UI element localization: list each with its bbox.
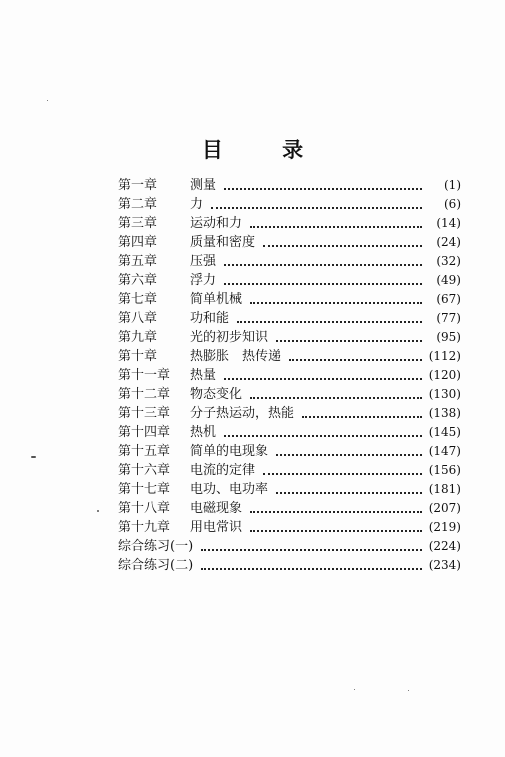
chapter-number: 第二章 [118, 197, 158, 212]
chapter-number: 第十七章 [118, 482, 171, 497]
page-number: (1) [444, 178, 461, 192]
page-number: (120) [428, 368, 461, 382]
chapter-number: 第十四章 [118, 425, 171, 440]
toc-entry [118, 385, 461, 404]
dot-leader [276, 453, 422, 456]
dot-leader [263, 472, 422, 475]
toc-entry [118, 309, 461, 328]
chapter-number: 第十三章 [118, 406, 171, 421]
chapter-title: 热量 [190, 368, 217, 383]
toc-entry [118, 271, 461, 290]
page-number: (147) [428, 444, 461, 458]
dot-leader [289, 358, 422, 361]
toc-entry [118, 252, 461, 271]
page-number: (207) [428, 501, 461, 515]
scan-speck [97, 510, 99, 512]
dot-leader [250, 301, 422, 304]
page-number: (112) [428, 349, 461, 363]
page-number: (6) [444, 197, 461, 211]
scan-speck [354, 689, 355, 690]
dot-leader [224, 187, 422, 190]
page-number: (67) [436, 292, 461, 306]
toc-entry [118, 442, 461, 461]
chapter-title: 功和能 [190, 311, 230, 326]
toc-entry [118, 214, 461, 233]
chapter-title: 电功、电功率 [190, 482, 269, 497]
chapter-number: 第十章 [118, 349, 158, 364]
dot-leader [302, 415, 422, 418]
toc-entry [118, 404, 461, 423]
toc-entry [118, 195, 461, 214]
chapter-number: 第一章 [118, 178, 158, 193]
chapter-number: 第十二章 [118, 387, 171, 402]
chapter-title: 物态变化 [190, 387, 243, 402]
page-number: (24) [436, 235, 461, 249]
chapter-title: 电流的定律 [190, 463, 256, 478]
chapter-number: 第三章 [118, 216, 158, 231]
page-number: (138) [428, 406, 461, 420]
chapter-title: 电磁现象 [190, 501, 243, 516]
exercise-title: 综合练习(一) [118, 539, 194, 554]
chapter-number: 第七章 [118, 292, 158, 307]
page-number: (219) [428, 520, 461, 534]
chapter-title: 测量 [190, 178, 217, 193]
chapter-title: 力 [190, 197, 204, 212]
chapter-title: 热膨胀 热传递 [190, 349, 282, 364]
chapter-title: 压强 [190, 254, 217, 269]
dot-leader [250, 225, 422, 228]
page-number: (49) [436, 273, 461, 287]
toc-entry [118, 556, 461, 575]
chapter-title: 用电常识 [190, 520, 243, 535]
chapter-number: 第四章 [118, 235, 158, 250]
toc-entry [118, 347, 461, 366]
page-number: (14) [436, 216, 461, 230]
page-number: (130) [428, 387, 461, 401]
toc-entry [118, 480, 461, 499]
chapter-number: 第十八章 [118, 501, 171, 516]
chapter-title: 简单机械 [190, 292, 243, 307]
toc-entry [118, 328, 461, 347]
chapter-title: 分子热运动，热能 [190, 406, 295, 421]
page-number: (224) [428, 539, 461, 553]
scan-speck [31, 456, 36, 458]
exercise-title: 综合练习(二) [118, 558, 194, 573]
chapter-number: 第六章 [118, 273, 158, 288]
toc-entry [118, 366, 461, 385]
page-number: (156) [428, 463, 461, 477]
toc-entry [118, 518, 461, 537]
dot-leader [201, 567, 422, 570]
chapter-number: 第十五章 [118, 444, 171, 459]
dot-leader [276, 491, 422, 494]
dot-leader [250, 529, 422, 532]
chapter-number: 第十一章 [118, 368, 171, 383]
dot-leader [224, 434, 422, 437]
table-of-contents [118, 176, 461, 575]
chapter-number: 第五章 [118, 254, 158, 269]
chapter-title: 浮力 [190, 273, 217, 288]
toc-entry [118, 233, 461, 252]
toc-entry [118, 423, 461, 442]
dot-leader [224, 263, 422, 266]
page-number: (181) [428, 482, 461, 496]
dot-leader [263, 244, 422, 247]
toc-entry [118, 461, 461, 480]
toc-entry [118, 537, 461, 556]
page-number: (145) [428, 425, 461, 439]
dot-leader [224, 282, 422, 285]
page-number: (32) [436, 254, 461, 268]
dot-leader [224, 377, 422, 380]
chapter-title: 热机 [190, 425, 217, 440]
dot-leader [250, 396, 422, 399]
chapter-title: 运动和力 [190, 216, 243, 231]
dot-leader [211, 206, 422, 209]
page-number: (95) [436, 330, 461, 344]
chapter-number: 第九章 [118, 330, 158, 345]
dot-leader [201, 548, 422, 551]
chapter-title: 简单的电现象 [190, 444, 269, 459]
page-number: (77) [436, 311, 461, 325]
dot-leader [237, 320, 422, 323]
toc-entry [118, 290, 461, 309]
toc-entry [118, 499, 461, 518]
dot-leader [250, 510, 422, 513]
page-title: 目 录 [201, 138, 330, 162]
dot-leader [276, 339, 422, 342]
chapter-number: 第十九章 [118, 520, 171, 535]
toc-entry [118, 176, 461, 195]
chapter-title: 质量和密度 [190, 235, 256, 250]
page-number: (234) [428, 558, 461, 572]
chapter-number: 第八章 [118, 311, 158, 326]
chapter-title: 光的初步知识 [190, 330, 269, 345]
chapter-number: 第十六章 [118, 463, 171, 478]
scan-speck [408, 690, 409, 691]
scan-speck [47, 100, 48, 101]
